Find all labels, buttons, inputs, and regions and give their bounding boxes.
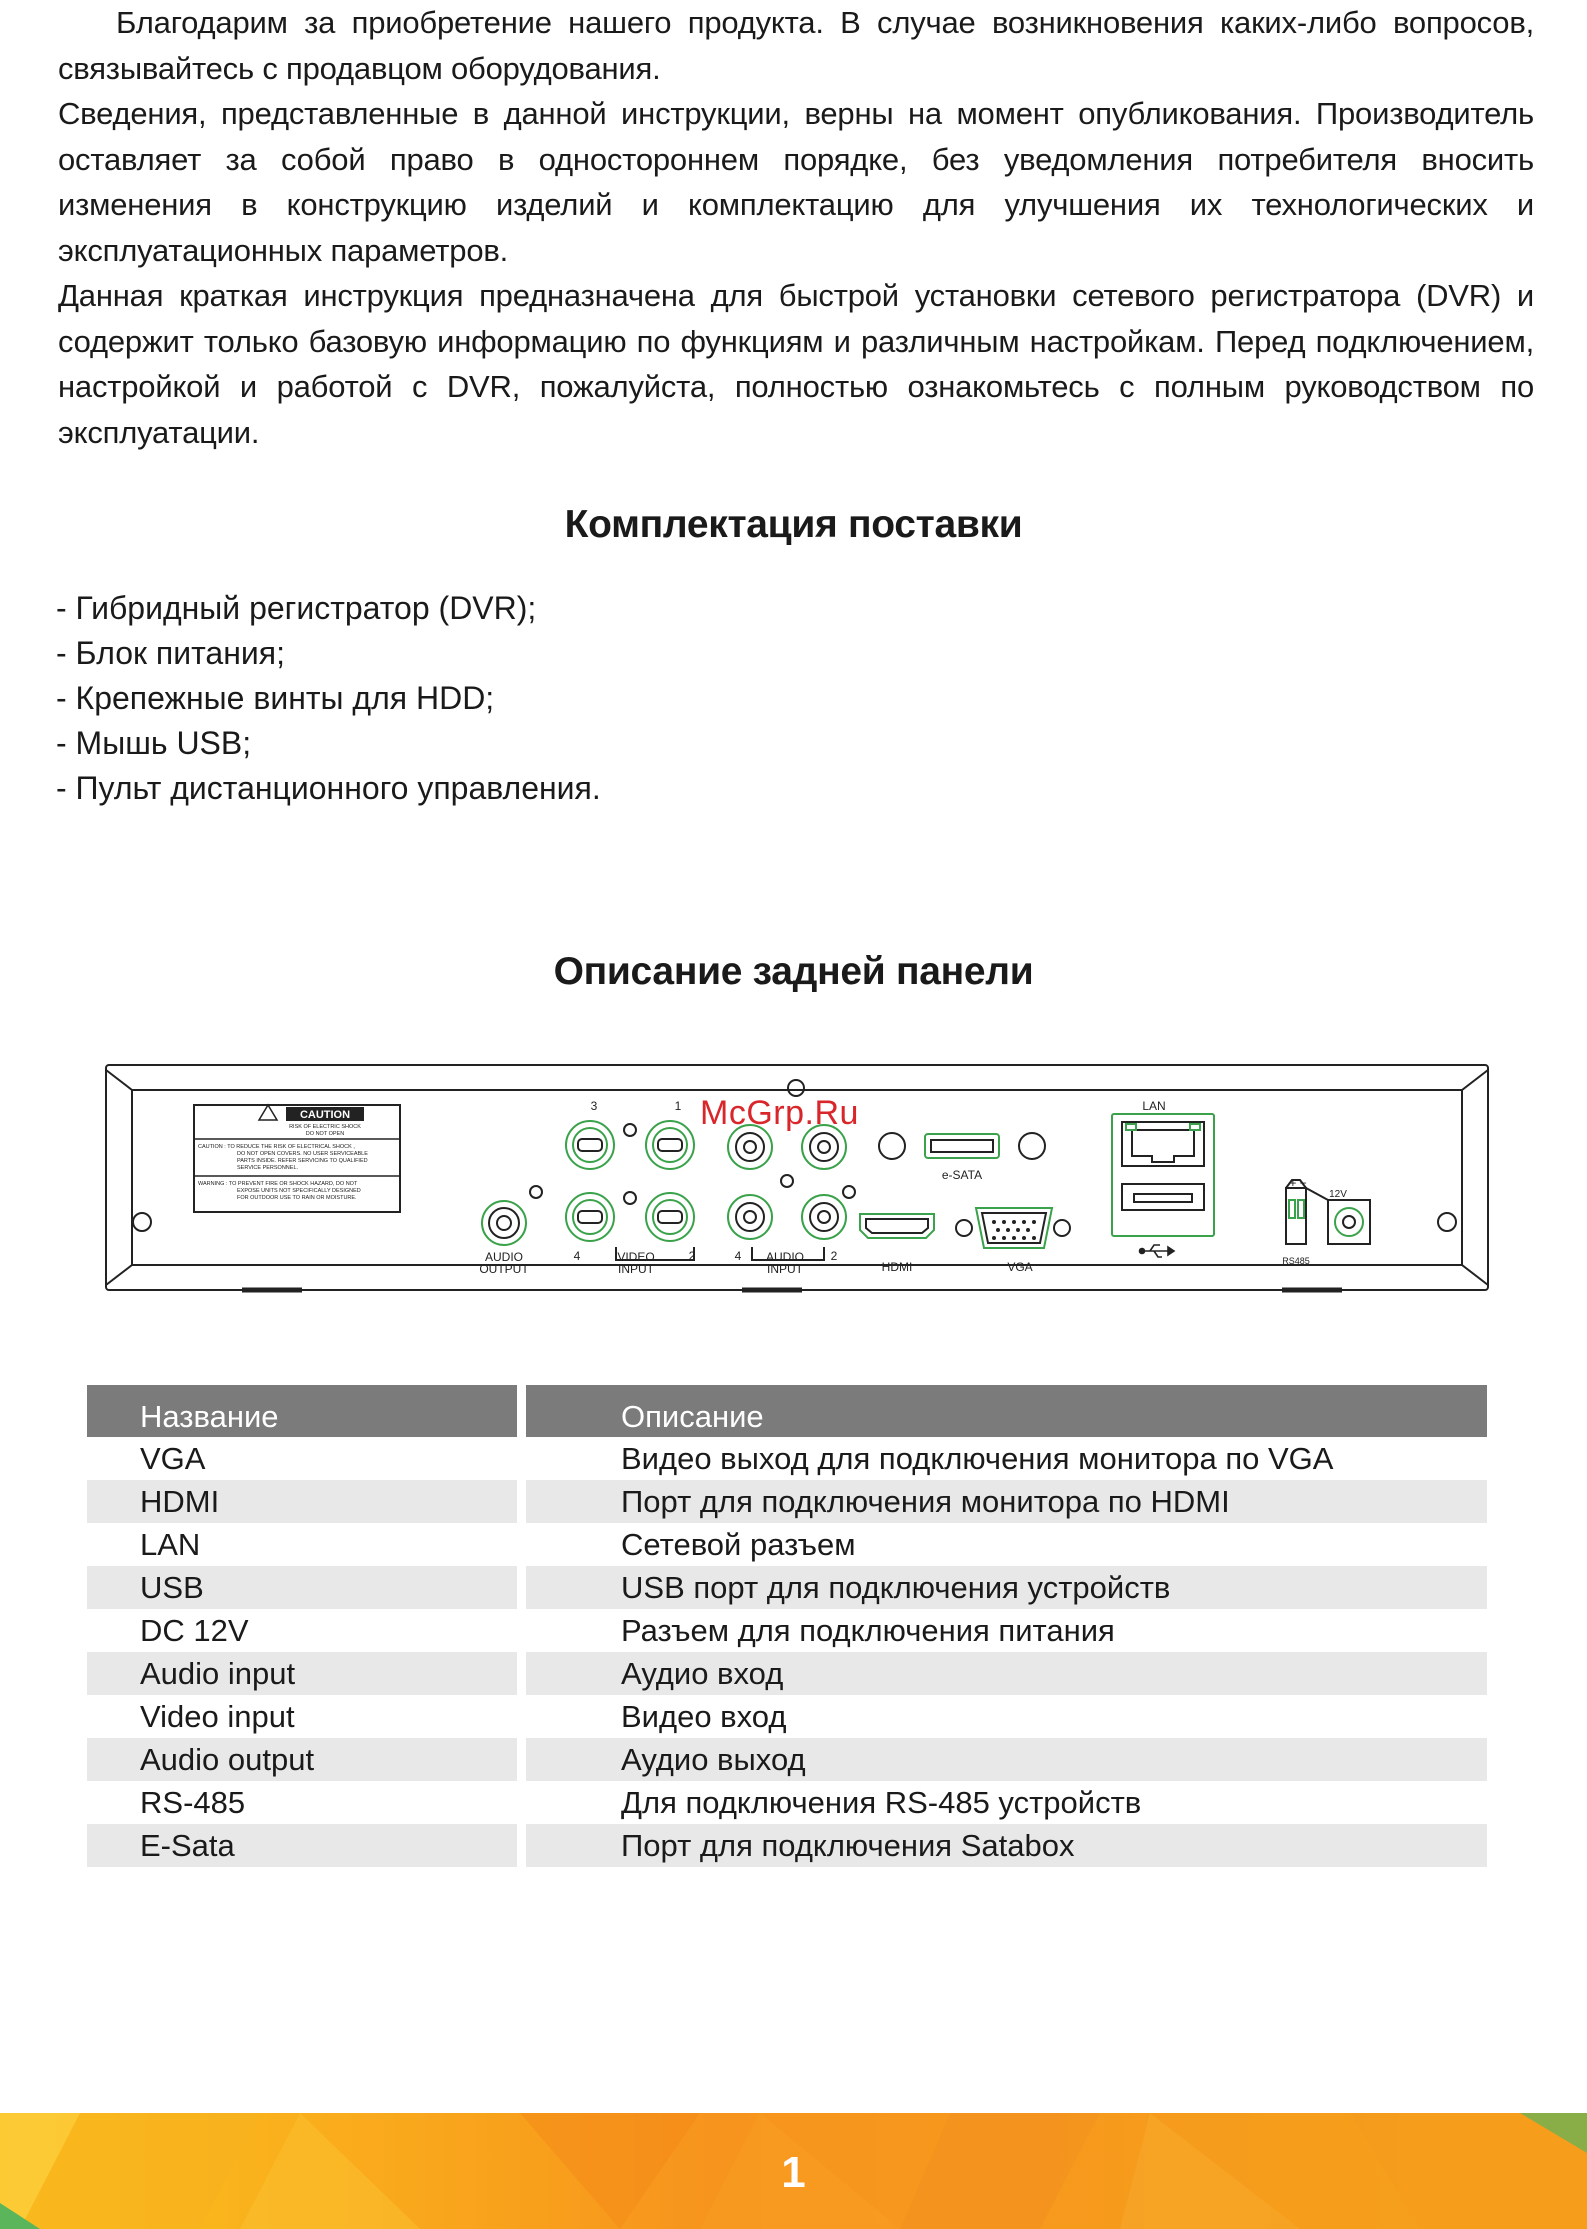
kit-heading: Комплектация поставки [564,503,1023,546]
port-name: LAN [140,1526,201,1562]
table-row [87,1738,1487,1781]
svg-text:3: 3 [590,1099,598,1113]
svg-text:2: 2 [830,1249,838,1263]
svg-text:DO NOT OPEN COVERS. NO USER SE: DO NOT OPEN COVERS. NO USER SERVICEABLE [237,1151,368,1157]
kit-list-item: - Мышь USB; [56,725,252,761]
lan-usb-block [1112,1114,1214,1257]
table-header-row [87,1385,1487,1437]
vga-label: VGA [1007,1260,1033,1274]
port-name: HDMI [87,1480,517,1523]
table-row [87,1437,1487,1480]
watermark: McGrp.Ru [700,1094,859,1132]
table-row [87,1824,1487,1867]
port-description: Видео вход [621,1698,787,1734]
port-description: Для подключения RS-485 устройств [621,1784,1142,1820]
audio-input-ports [728,1125,855,1260]
port-name: Audio input [87,1652,517,1695]
panel-heading: Описание задней панели [553,950,1034,993]
port-name: Audio output [87,1738,517,1781]
svg-text:FOR OUTDOOR USE TO RAIN OR MOI: FOR OUTDOOR USE TO RAIN OR MOISTURE. [237,1195,357,1201]
esata-label: e-SATA [941,1168,983,1182]
port-name: RS-485 [140,1784,246,1820]
port-description: Порт для подключения Satabox [526,1824,1487,1867]
table-row [87,1523,1487,1566]
kit-list-item: - Пульт дистанционного управления. [56,770,601,806]
rs485-label: RS485 [1282,1256,1310,1266]
svg-text:4: 4 [573,1249,581,1263]
kit-list-item: - Гибридный регистратор (DVR); [56,590,537,626]
table-row [87,1480,1487,1523]
port-description: Разъем для подключения питания [621,1612,1115,1648]
table-row [87,1652,1487,1695]
svg-text:4: 4 [734,1249,742,1263]
port-description: Порт для подключения монитора по HDMI [526,1480,1487,1523]
usb-icon [1140,1245,1175,1257]
caution-label [194,1105,400,1212]
port-name: Video input [140,1698,295,1734]
esata-port [879,1133,1045,1159]
header-description: Описание [526,1385,1487,1437]
lan-label: LAN [1142,1099,1166,1113]
svg-text:SERVICE PERSONNEL.: SERVICE PERSONNEL. [237,1165,299,1171]
port-name: DC 12V [140,1612,249,1648]
port-name: E-Sata [87,1824,517,1867]
port-description: Видео выход для подключения монитора по VGA [621,1440,1334,1476]
svg-text:RISK OF ELECTRIC SHOCK: RISK OF ELECTRIC SHOCK [289,1124,361,1130]
audio-output-port [482,1186,542,1245]
port-description: Сетевой разъем [621,1526,856,1562]
port-name: USB [87,1566,517,1609]
intro-paragraph-3: Данная краткая инструкция предназначена для быстрой установки сетевого регистратора (DVR) и содержит только базовую информацию по функциям и различным настройкам. Перед подключением, настройкой и работой с DVR, пожалуйста, полностью ознакомьтесь с полным руководством по эксплуатации. [58,278,1534,450]
svg-text:OUTPUT: OUTPUT [479,1262,529,1276]
table-row [87,1781,1487,1824]
kit-list [56,586,601,811]
port-description: Аудио выход [526,1738,1487,1781]
audio-input-label: AUDIO [765,1250,805,1264]
power-label: 12V [1329,1189,1347,1200]
svg-text:INPUT: INPUT [618,1262,654,1276]
table-row [87,1695,1487,1738]
hdmi-label: HDMI [881,1260,913,1274]
table-row [87,1566,1487,1609]
port-name: VGA [140,1440,206,1476]
header-name: Название [87,1385,517,1437]
intro-paragraph-2: Сведения, представленные в данной инструкции, верны на момент опубликования. Производитель оставляет за собой право в одностороннем порядке, без уведомления потребителя вносить изменения в конструкцию изделий и комплектацию для улучшения их технологических и эксплуатационных параметров. [58,96,1534,268]
table-row [87,1609,1487,1652]
intro-text [58,0,1534,455]
port-description: USB порт для подключения устройств [526,1566,1487,1609]
svg-text:WARNING : TO PREVENT FIRE OR S: WARNING : TO PREVENT FIRE OR SHOCK HAZARD, DO NOT [198,1181,358,1187]
audio-output-label: AUDIO [484,1250,524,1264]
svg-text:INPUT: INPUT [767,1262,803,1276]
kit-list-item: - Крепежные винты для HDD; [56,680,495,716]
intro-paragraph-1: Благодарим за приобретение нашего продукта. В случае возникновения каких-либо вопросов, связывайтесь с продавцом оборудования. [58,5,1534,86]
video-input-label: VIDEO [617,1250,655,1264]
polarity-label: + − [1289,1176,1307,1190]
ports-table [78,1385,1496,1867]
svg-text:PARTS INSIDE. REFER SERVICING: PARTS INSIDE. REFER SERVICING TO QUALIFIED [237,1158,368,1164]
caution-header: CAUTION [299,1109,351,1121]
svg-text:CAUTION : TO REDUCE THE RISK O: CAUTION : TO REDUCE THE RISK OF ELECTRICAL SHOCK , [198,1144,355,1150]
kit-list-item: - Блок питания; [56,635,285,671]
vga-port [956,1208,1070,1248]
video-input-ports [566,1121,694,1260]
page-number: 1 [781,2148,806,2197]
port-description: Аудио вход [526,1652,1487,1695]
svg-text:2: 2 [688,1249,696,1263]
svg-text:1: 1 [674,1099,682,1113]
svg-text:DO NOT OPEN: DO NOT OPEN [305,1131,345,1137]
hdmi-port [860,1214,934,1238]
svg-text:EXPOSE UNITS NOT SPECIFICALLY: EXPOSE UNITS NOT SPECIFICALLY DESIGNED [237,1188,361,1194]
